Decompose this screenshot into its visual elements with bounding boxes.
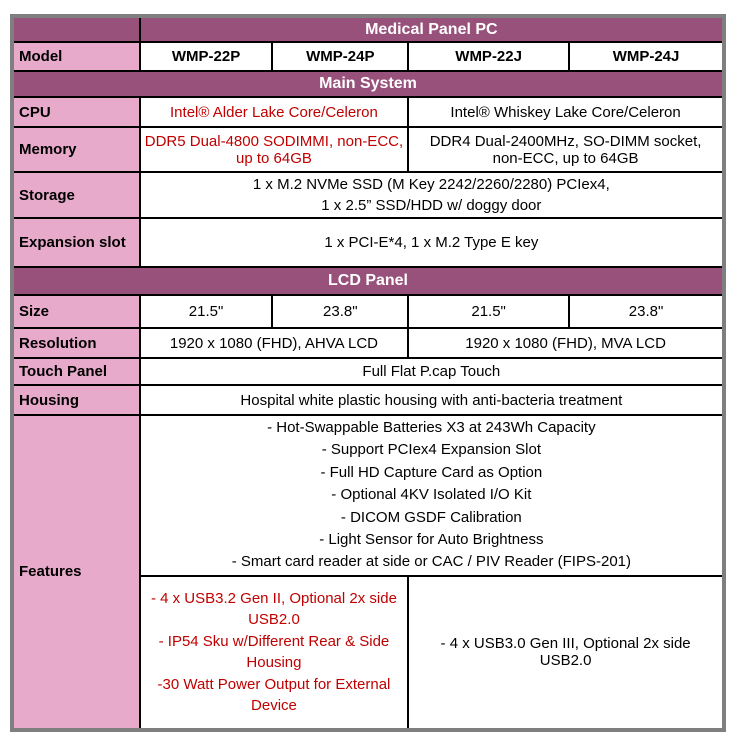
memory-label-cell: Memory (12, 127, 140, 172)
resolution-value-p: 1920 x 1080 (FHD), AHVA LCD (140, 328, 408, 358)
feature-line: - Full HD Capture Card as Option (320, 463, 543, 481)
features-usb-j-cell: - 4 x USB3.0 Gen III, Optional 2x side USB2.0 (408, 576, 724, 730)
storage-label-cell: Storage (12, 172, 140, 218)
feature-line: - DICOM GSDF Calibration (340, 508, 522, 526)
resolution-label-cell: Resolution (12, 328, 140, 358)
feature-line: - 4 x USB3.2 Gen II, Optional 2x side USB2.0 (150, 589, 397, 629)
expansion-row (12, 218, 724, 267)
feature-line: - Light Sensor for Auto Brightness (319, 531, 544, 549)
cpu-value-p: Intel® Alder Lake Core/Celeron (140, 97, 408, 127)
main-system-section-row (12, 71, 724, 97)
lcd-panel-section-row (12, 267, 724, 295)
feature-line: - Optional 4KV Isolated I/O Kit (331, 486, 532, 504)
section-header-lcd-panel: LCD Panel (12, 267, 724, 295)
spec-table (10, 14, 726, 732)
cpu-label-cell: CPU (12, 97, 140, 127)
section-header-main-system: Main System (12, 71, 724, 97)
table-title: Medical Panel PC (140, 16, 724, 42)
features-usb-p-cell (140, 576, 408, 730)
feature-line: - Hot-Swappable Batteries X3 at 243Wh Capacity (267, 419, 596, 436)
memory-value-j: DDR4 Dual-2400MHz, SO-DIMM socket, non-ECC, up to 64GB (408, 127, 724, 172)
memory-value-p: DDR5 Dual-4800 SODIMMI, non-ECC, up to 64GB (140, 127, 408, 172)
storage-line-2: 1 x 2.5” SSD/HDD w/ doggy door (321, 197, 542, 214)
model-value-cell: WMP-24J (569, 42, 724, 71)
housing-value-cell: Hospital white plastic housing with anti-bacteria treatment (140, 385, 724, 415)
features-common-row (12, 415, 724, 576)
expansion-label-cell: Expansion slot (12, 218, 140, 267)
cpu-row (12, 97, 724, 127)
storage-value-cell (140, 172, 724, 218)
feature-line: - Support PCIex4 Expansion Slot (321, 441, 541, 459)
size-value-cell: 21.5" (408, 295, 569, 328)
size-value-cell: 21.5" (140, 295, 273, 328)
storage-row (12, 172, 724, 218)
features-label-cell: Features (12, 415, 140, 730)
touch-panel-row (12, 358, 724, 385)
features-common-cell (140, 415, 724, 576)
resolution-row (12, 328, 724, 358)
model-label-cell: Model (12, 42, 140, 71)
title-row (12, 16, 724, 42)
model-value-cell: WMP-22P (140, 42, 273, 71)
touch-panel-label-cell: Touch Panel (12, 358, 140, 385)
resolution-value-j: 1920 x 1080 (FHD), MVA LCD (408, 328, 724, 358)
size-label-cell: Size (12, 295, 140, 328)
touch-panel-value-cell: Full Flat P.cap Touch (140, 358, 724, 385)
model-row (12, 42, 724, 71)
memory-row (12, 127, 724, 172)
size-value-cell: 23.8" (569, 295, 724, 328)
housing-row (12, 385, 724, 415)
storage-line-1: 1 x M.2 NVMe SSD (M Key 2242/2260/2280) PCIex4, (252, 176, 610, 193)
size-row (12, 295, 724, 328)
model-value-cell: WMP-24P (272, 42, 408, 71)
feature-line: - Smart card reader at side or CAC / PIV Reader (FIPS-201) (231, 553, 631, 571)
feature-line: -30 Watt Power Output for External Device (157, 675, 391, 715)
housing-label-cell: Housing (12, 385, 140, 415)
feature-line: - IP54 Sku w/Different Rear & Side Housing (158, 632, 390, 672)
expansion-value-cell: 1 x PCI-E*4, 1 x M.2 Type E key (140, 218, 724, 267)
cpu-value-j: Intel® Whiskey Lake Core/Celeron (408, 97, 724, 127)
size-value-cell: 23.8" (272, 295, 408, 328)
model-value-cell: WMP-22J (408, 42, 569, 71)
title-row-spacer-cell (12, 16, 140, 42)
